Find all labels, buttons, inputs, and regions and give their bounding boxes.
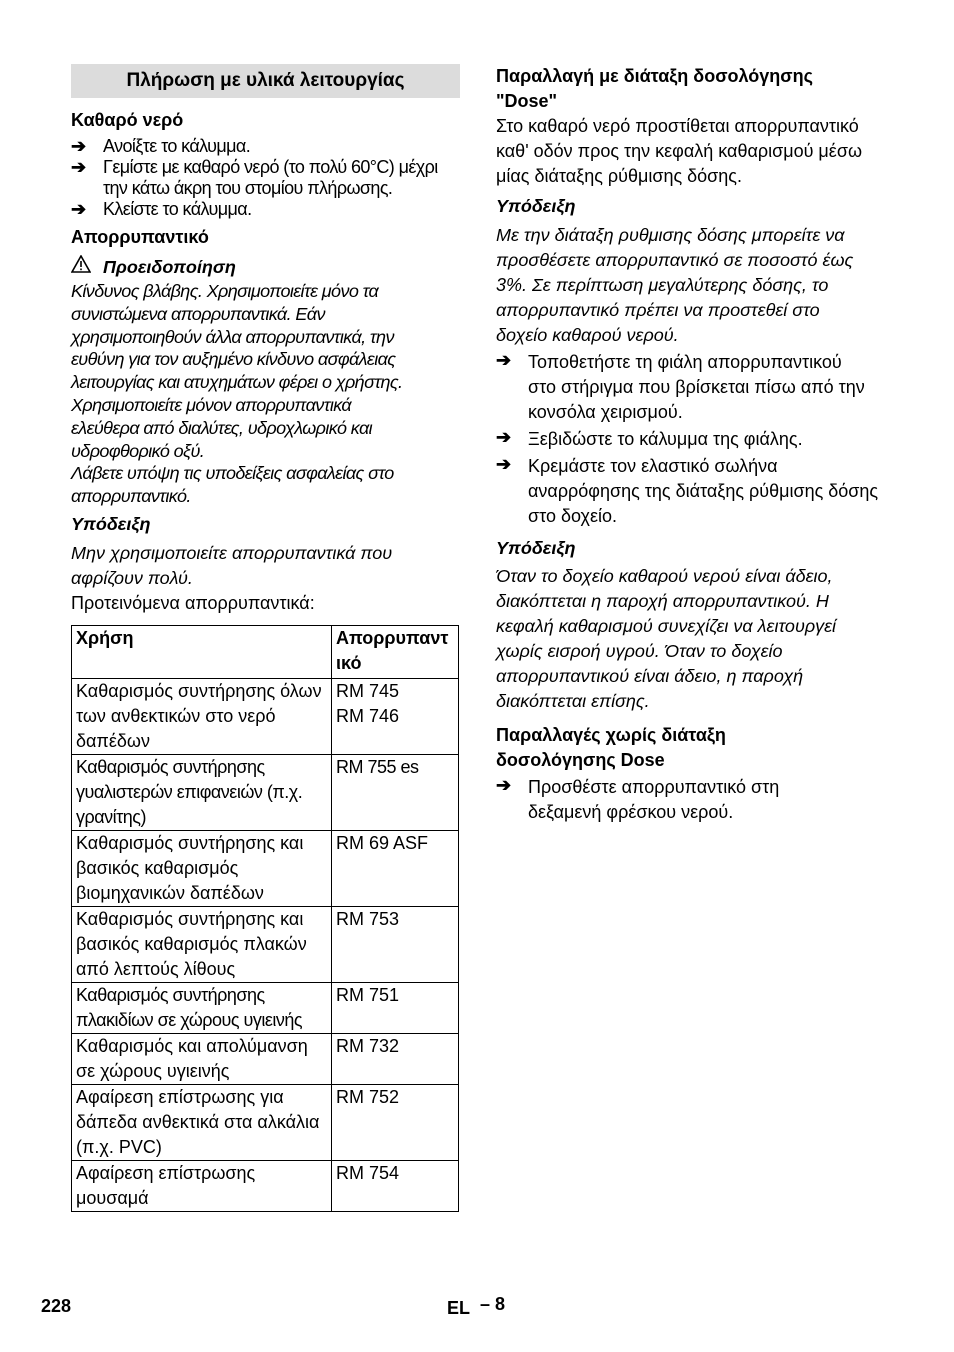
table-row (72, 678, 459, 754)
table-row (72, 982, 459, 1033)
list-item (71, 199, 460, 220)
warning-title: Προειδοποίηση (103, 257, 236, 277)
warning-text (71, 280, 460, 508)
arrow-right-icon: ➔ (496, 454, 512, 474)
warning-line: υδροφθορικό οξύ. (71, 440, 205, 461)
left-column (71, 64, 460, 1212)
table-header-row (72, 625, 459, 678)
right-column (496, 64, 886, 825)
detergent-cell: RM 752 (332, 1084, 459, 1160)
use-cell: Καθαρισμός συντήρησης όλων των ανθεκτικών στο νερό δαπέδων (72, 678, 332, 754)
list-item (496, 775, 886, 825)
table-row (72, 830, 459, 906)
use-cell: Αφαίρεση επίστρωσης μουσαμά (72, 1160, 332, 1211)
list-item (71, 157, 460, 199)
warning-line: Λάβετε υπόψη τις υποδείξεις ασφαλείας στο (71, 463, 394, 484)
list-item (496, 350, 886, 425)
note-text: Μην χρησιμοποιείτε απορρυπαντικά που αφρίζουν πολύ. (71, 542, 393, 588)
table-row (72, 1084, 459, 1160)
arrow-right-icon: ➔ (71, 199, 87, 219)
column-header-use: Χρήση (72, 625, 332, 678)
step-text: Κλείστε το κάλυμμα. (103, 199, 252, 219)
clean-water-heading: Καθαρό νερό (71, 110, 184, 130)
detergent-cell: RM 745 RM 746 (332, 678, 459, 754)
warning-line: Κίνδυνος βλάβης. Χρησιμοποιείτε μόνο τα (71, 281, 379, 301)
note-title: Υπόδειξη (496, 538, 576, 558)
list-item (496, 454, 886, 529)
language-code: EL (447, 1298, 471, 1318)
step-text: Ανοίξτε το κάλυμμα. (103, 136, 251, 156)
column-header-detergent: Απορρυπαντικό (332, 625, 459, 678)
section-title: Πλήρωση με υλικά λειτουργίας (71, 64, 460, 98)
note-title: Υπόδειξη (71, 513, 151, 534)
note-text: Με την διάταξη ρυθμισης δόσης μπορείτε να προσθέσετε απορρυπαντικό σε ποσοστό έως 3%. Σε περίπτωση μεγαλύτερης δόσης, το απορρυπαντικό πρέπει να προστεθεί στο δοχείο καθαρού νερού. (496, 225, 854, 345)
step-text: Γεμίστε με καθαρό νερό (το πολύ 60°C) μέχρι την κάτω άκρη του στομίου πλήρωσης. (103, 157, 438, 198)
step-text: Τοποθετήστε τη φιάλη απορρυπαντικού στο στήριγμα που βρίσκεται πίσω από την κονσόλα χειρισμού. (528, 352, 865, 422)
detergent-table (71, 625, 459, 1212)
warning-line: Χρησιμοποιείτε μόνον απορρυπαντικά (71, 394, 352, 415)
detergent-cell: RM 751 (332, 982, 459, 1033)
dose-variant-heading: Παραλλαγή με διάταξη δοσολόγησης "Dose" (496, 66, 813, 111)
note-text: Όταν το δοχείο καθαρού νερού είναι άδειο, διακόπτεται η παροχή απορρυπαντικού. Η κεφαλή καθαρισμού συνεχίζει να λειτουργεί χωρίς εισροή υγρού. Όταν το δοχείο απορρυπαντικού είναι άδειο, η παροχή διακόπτεται επίσης. (496, 566, 837, 711)
arrow-right-icon: ➔ (496, 427, 512, 447)
step-text: Ξεβιδώστε το κάλυμμα της φιάλης. (528, 429, 803, 449)
use-cell: Καθαρισμός συντήρησης και βασικός καθαρισμός βιομηχανικών δαπέδων (72, 830, 332, 906)
recommended-label: Προτεινόμενα απορρυπαντικά: (71, 592, 315, 613)
section-number: – 8 (480, 1294, 506, 1314)
warning-line: συνιστώμενα απορρυπαντικά. Εάν (71, 303, 325, 324)
warning-line: λειτουργίας και ατυχημάτων φέρει ο χρήστης. (71, 372, 403, 393)
arrow-right-icon: ➔ (71, 157, 87, 177)
use-cell: Καθαρισμός συντήρησης και βασικός καθαρισμός πλακών από λεπτούς λίθους (72, 906, 332, 982)
warning-line: χρησιμοποιηθούν άλλα απορρυπαντικά, την (71, 326, 394, 347)
detergent-cell: RM 755 es (332, 754, 459, 830)
no-dose-variant-heading: Παραλλαγές χωρίς διάταξη δοσολόγησης Dose (496, 725, 726, 770)
list-item (71, 136, 460, 157)
list-item (496, 427, 886, 452)
warning-title-row (71, 255, 460, 280)
use-cell: Αφαίρεση επίστρωσης για δάπεδα ανθεκτικά στα αλκάλια (π.χ. PVC) (72, 1084, 332, 1160)
use-cell: Καθαρισμός και απολύμανση σε χώρους υγιεινής (72, 1033, 332, 1084)
warning-triangle-icon (71, 255, 103, 280)
warning-line: ελεύθερα από διαλύτες, υδροχλωρικό και (71, 417, 373, 438)
table-row (72, 1160, 459, 1211)
page-number: 228 (41, 1296, 72, 1316)
arrow-right-icon: ➔ (496, 775, 512, 795)
table-row (72, 906, 459, 982)
table-row (72, 1033, 459, 1084)
detergent-cell: RM 753 (332, 906, 459, 982)
use-cell: Καθαρισμός συντήρησης πλακιδίων σε χώρους υγιεινής (72, 982, 332, 1033)
detergent-cell: RM 732 (332, 1033, 459, 1084)
warning-line: ευθύνη για τον αυξημένο κίνδυνο ασφάλειας (71, 349, 396, 370)
table-row (72, 754, 459, 830)
use-cell: Καθαρισμός συντήρησης γυαλιστερών επιφανειών (π.χ. γρανίτης) (72, 754, 332, 830)
step-text: Προσθέστε απορρυπαντικό στη δεξαμενή φρέσκου νερού. (528, 777, 780, 822)
step-text: Κρεμάστε τον ελαστικό σωλήνα αναρρόφησης της διάταξης ρύθμισης δόσης στο δοχείο. (528, 456, 879, 526)
detergent-cell: RM 69 ASF (332, 830, 459, 906)
note-title: Υπόδειξη (496, 196, 576, 216)
warning-line: απορρυπαντικό. (71, 486, 191, 507)
detergent-cell: RM 754 (332, 1160, 459, 1211)
arrow-right-icon: ➔ (71, 136, 87, 156)
dose-intro: Στο καθαρό νερό προστίθεται απορρυπαντικό καθ' οδόν προς την κεφαλή καθαρισμού μέσω μίας διάταξης ρύθμισης δόσης. (496, 116, 862, 186)
arrow-right-icon: ➔ (496, 350, 512, 370)
detergent-heading: Απορρυπαντικό (71, 227, 209, 247)
